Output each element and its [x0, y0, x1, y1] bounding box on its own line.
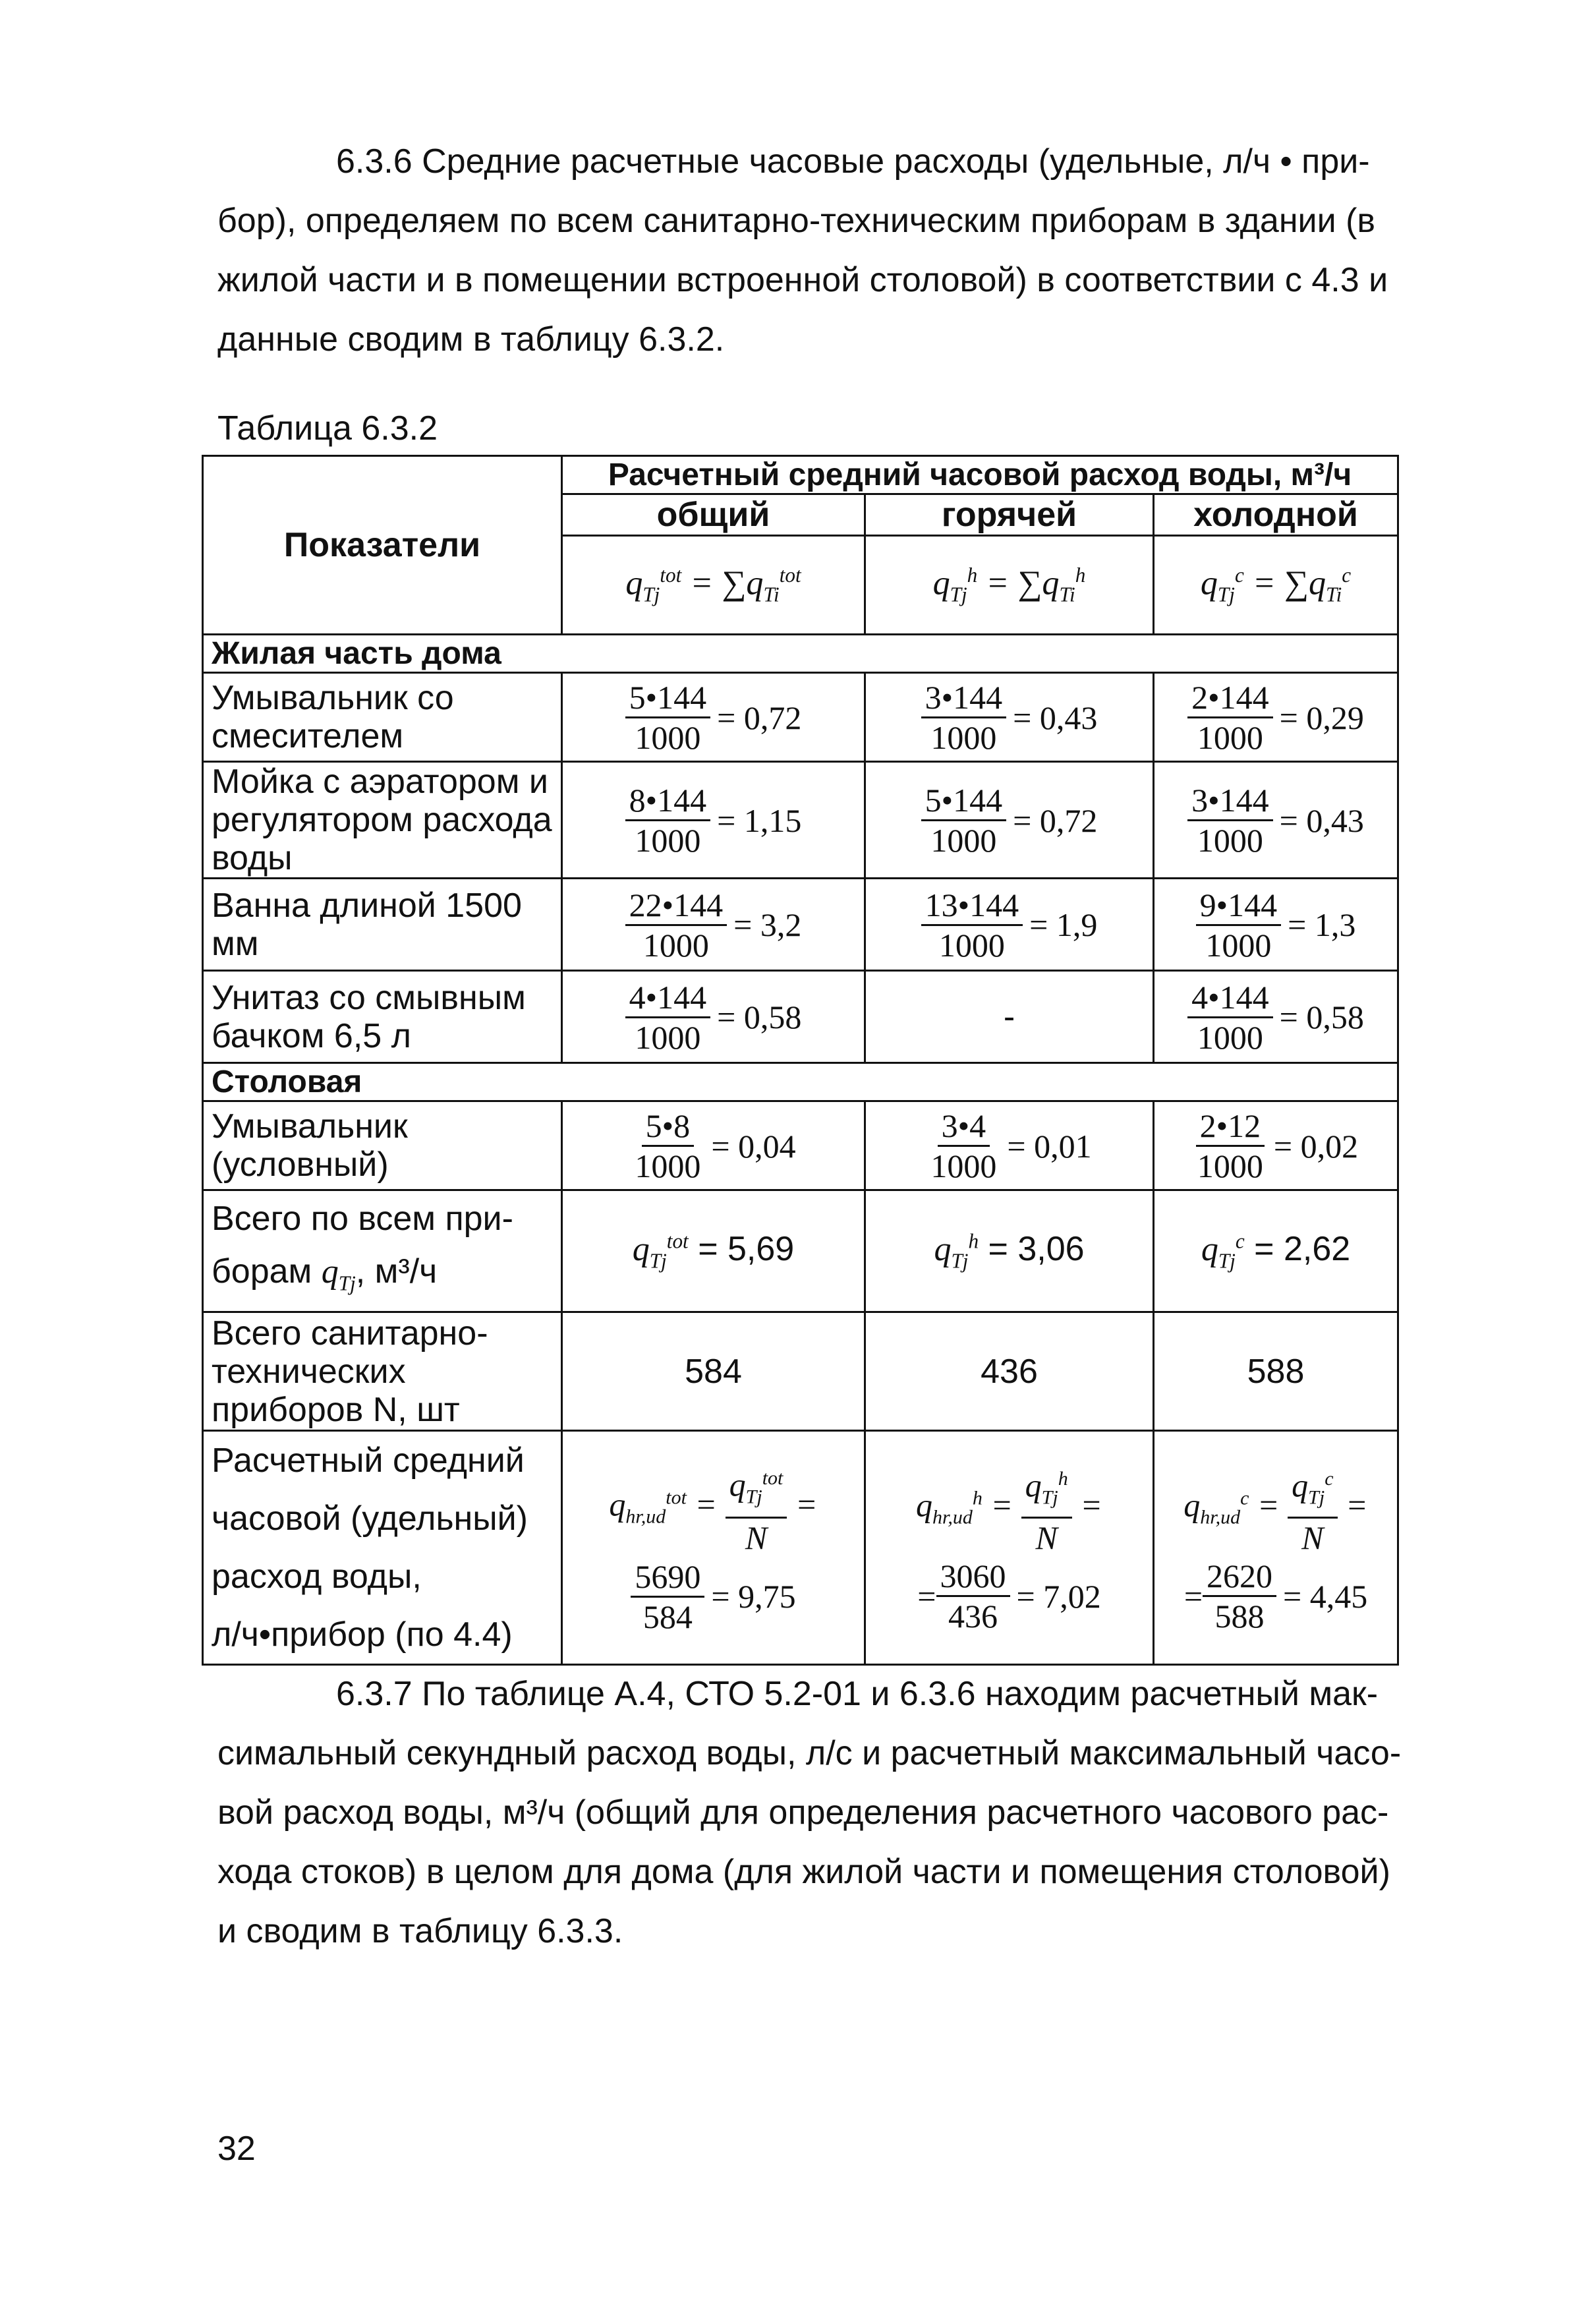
- text-line: хода стоков) в целом для дома (для жилой части и помещения столовой): [217, 1853, 1390, 1891]
- row-label: Мойка с аэратором и регулятором расхода воды: [203, 762, 562, 879]
- count-total: 584: [562, 1312, 865, 1431]
- table-row: Умывальник (условный) $\frac{5•8}{1000}$ = 0,04 $\frac{3•4}{1000}$ = 0,01 $\frac{2•12}{1000}$ = 0,02: [203, 1101, 1398, 1190]
- text-line: бор), определяем по всем санитарно-техническим приборам в здании (в: [217, 202, 1376, 240]
- paragraph-6-3-7: [217, 1664, 1402, 1961]
- sum-cold: = 2,62: [1254, 1229, 1351, 1268]
- text-line: 6.3.6 Средние расчетные часовые расходы (удельные, л/ч • при-: [336, 142, 1370, 181]
- count-label: Всего санитарно-технических приборов N, шт: [203, 1312, 562, 1431]
- sum-hot: = 3,06: [988, 1229, 1085, 1268]
- text-line: симальный секундный расход воды, л/с и расчетный максимальный часо-: [217, 1734, 1402, 1772]
- sum-total: = 5,69: [698, 1229, 795, 1268]
- table-row: Унитаз со смывным бачком 6,5 л $\frac{4•144}{1000}$ = 0,58 - $\frac{4•144}{1000}$ = 0,58: [203, 971, 1398, 1063]
- text-line: вой расход воды, м³/ч (общий для определения расчетного часового рас-: [217, 1793, 1389, 1832]
- table-row-sum: Всего по всем при- борам $q_{Tj}$, м³/ч $q_{Tj}^{tot} = 5,69$ $q_{Tj}^h = 3,06$ $q_{Tj}^c = 2,62$: [203, 1190, 1398, 1312]
- row-label: Умывальник со смесителем: [203, 673, 562, 762]
- header-indicators: Показатели: [203, 456, 562, 635]
- col-cold: холодной: [1154, 494, 1398, 536]
- sum-label: Всего по всем при- борам $q_{Tj}$, м³/ч: [203, 1190, 562, 1312]
- table-row-count: [203, 1312, 1398, 1431]
- table-caption: Таблица 6.3.2: [217, 409, 438, 448]
- page-number: 32: [217, 2130, 256, 2168]
- table-row-average: Расчетный средний часовой (удельный) расход воды, л/ч•прибор (по 4.4) $q_{hr,ud}^{tot}$ = $\frac{q_{Tj}^{tot}}{N}$ = $\frac{5690}{584}$ = 9,75 $q_{hr,ud}^h$ = $\frac{q_{Tj}^h}{N}$ = = $\frac{3060}{436}$ = 7,02 $q_{hr,ud}^c$ = $\frac{q_{Tj}^c}{N}$ = = $\frac{2620}{588}$ = 4,45: [203, 1431, 1398, 1665]
- text-line: жилой части и в помещении встроенной столовой) в соответствии с 4.3 и: [217, 261, 1388, 299]
- text-line: 6.3.7 По таблице А.4, СТО 5.2-01 и 6.3.6 находим расчетный мак-: [336, 1675, 1379, 1713]
- table-row: Умывальник со смесителем $\frac{5•144}{1000}$ = 0,72 $\frac{3•144}{1000}$ = 0,43 $\frac{2•144}{1000}$ = 0,29: [203, 673, 1398, 762]
- formula-total: $q_{Tj}^{tot} = \sum q_{Ti}^{tot}$: [562, 536, 865, 635]
- table-row: Ванна длиной 1500 мм $\frac{22•144}{1000}$ = 3,2 $\frac{13•144}{1000}$ = 1,9 $\frac{9•144}{1000}$ = 1,3: [203, 879, 1398, 971]
- header-group: Расчетный средний часовой расход воды, м³/ч: [562, 456, 1398, 494]
- paragraph-6-3-6: [217, 132, 1388, 369]
- formula-hot: $q_{Tj}^h = \sum q_{Ti}^h$: [865, 536, 1154, 635]
- cell-dash: -: [865, 971, 1154, 1063]
- col-total: общий: [562, 494, 865, 536]
- formula-cold: $q_{Tj}^c = \sum q_{Ti}^c$: [1154, 536, 1398, 635]
- text-line: данные сводим в таблицу 6.3.2.: [217, 320, 725, 359]
- section-canteen: Столовая: [203, 1063, 1398, 1101]
- count-cold: 588: [1154, 1312, 1398, 1431]
- row-label: Умывальник (условный): [203, 1101, 562, 1190]
- section-residential: Жилая часть дома: [203, 635, 1398, 673]
- average-label: Расчетный средний часовой (удельный) расход воды, л/ч•прибор (по 4.4): [203, 1431, 562, 1665]
- row-label: Унитаз со смывным бачком 6,5 л: [203, 971, 562, 1063]
- table-row: Мойка с аэратором и регулятором расхода воды $\frac{8•144}{1000}$ = 1,15 $\frac{5•144}{1000}$ = 0,72 $\frac{3•144}{1000}$ = 0,43: [203, 762, 1398, 879]
- col-hot: горячей: [865, 494, 1154, 536]
- count-hot: 436: [865, 1312, 1154, 1431]
- text-line: и сводим в таблицу 6.3.3.: [217, 1912, 623, 1950]
- water-consumption-table: [202, 455, 1399, 1666]
- row-label: Ванна длиной 1500 мм: [203, 879, 562, 971]
